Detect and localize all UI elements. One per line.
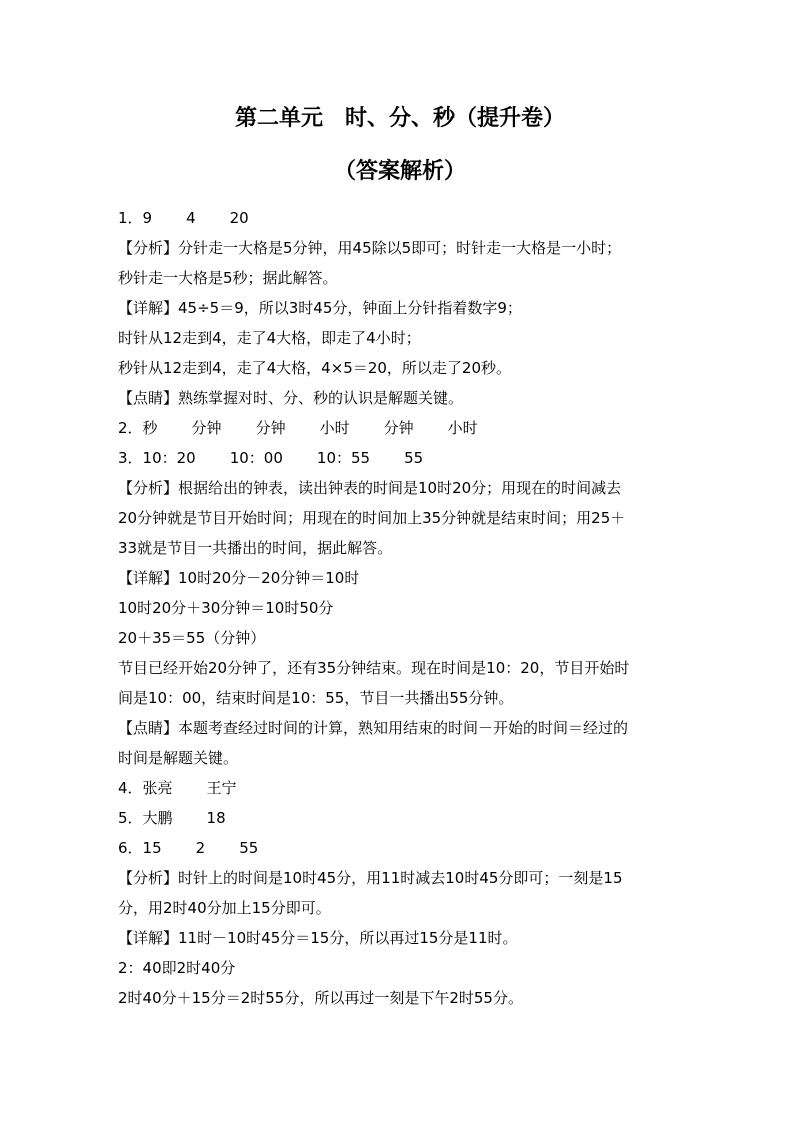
text-line — [118, 203, 688, 233]
text-line — [118, 803, 688, 833]
text-line — [118, 413, 688, 443]
text-line — [118, 293, 688, 323]
text-line — [118, 353, 688, 383]
line-text: 【详解】45÷5＝9，所以3时45分，钟面上分针指着数字9； — [118, 299, 522, 317]
text-line — [118, 233, 688, 263]
answer-item: 20 — [229, 209, 249, 227]
line-text: 33就是节目一共播出的时间，据此解答。 — [118, 539, 393, 557]
text-line — [118, 503, 688, 533]
text-line — [118, 743, 688, 773]
text-line — [118, 563, 688, 593]
text-line — [118, 533, 688, 563]
answer-item: 10：00 — [229, 449, 283, 467]
text-line — [118, 983, 688, 1013]
text-line — [118, 683, 688, 713]
answer-item: 55 — [239, 839, 259, 857]
answer-body — [118, 203, 688, 1013]
line-text: 时间是解题关键。 — [118, 749, 239, 767]
answer-item: 2 — [195, 839, 206, 857]
text-line — [118, 623, 688, 653]
text-line — [118, 383, 688, 413]
answer-item: 10：55 — [316, 449, 371, 467]
line-text: 【详解】10时20分－20分钟＝10时 — [118, 569, 360, 587]
page-title: 第二单元 时、分、秒（提升卷） — [234, 106, 565, 131]
text-line — [118, 323, 688, 353]
line-text: 分，用2时40分加上15分即可。 — [118, 899, 331, 917]
line-text: 时针从12走到4，走了4大格，即走了4小时； — [118, 329, 421, 347]
text-line — [118, 263, 688, 293]
line-text: 节目已经开始20分钟了，还有35分钟结束。现在时间是10：20，节目开始时 — [118, 659, 630, 677]
page-subtitle: （答案解析） — [333, 159, 466, 184]
answer-item: 小时 — [447, 419, 478, 437]
text-line — [118, 833, 688, 863]
text-line — [118, 713, 688, 743]
line-text: 秒针走一大格是5秒；据此解答。 — [118, 269, 338, 287]
answer-item: 小时 — [319, 419, 350, 437]
text-line — [118, 443, 688, 473]
answer-item: 5．大鹏 — [118, 809, 173, 827]
text-line — [118, 893, 688, 923]
answer-item: 4．张亮 — [118, 779, 173, 797]
text-line — [118, 653, 688, 683]
text-line — [118, 863, 688, 893]
line-text: 10时20分＋30分钟＝10时50分 — [118, 599, 334, 617]
text-line — [118, 773, 688, 803]
answer-item: 1．9 — [118, 209, 153, 227]
line-text: 【点睛】熟练掌握对时、分、秒的认识是解题关键。 — [118, 389, 464, 407]
answer-item: 55 — [404, 449, 424, 467]
answer-item: 分钟 — [191, 419, 222, 437]
line-text: 【分析】分针走一大格是5分钟，用45除以5即可；时针走一大格是一小时； — [118, 239, 622, 257]
line-text: 间是10：00，结束时间是10：55，节目一共播出55分钟。 — [118, 689, 514, 707]
answer-item: 3．10：20 — [118, 449, 196, 467]
answer-item: 分钟 — [383, 419, 414, 437]
line-text: 【详解】11时－10时45分＝15分，所以再过15分是11时。 — [118, 929, 518, 947]
answer-item: 4 — [186, 209, 196, 227]
line-text: 2时40分＋15分＝2时55分，所以再过一刻是下午2时55分。 — [118, 989, 523, 1007]
line-text: 【分析】时针上的时间是10时45分，用11时减去10时45分即可；一刻是15 — [118, 869, 623, 887]
answer-item: 6．15 — [118, 839, 162, 857]
answer-item: 分钟 — [255, 419, 286, 437]
text-line — [118, 923, 688, 953]
answer-item: 王宁 — [206, 779, 237, 797]
line-text: 【点睛】本题考查经过时间的计算，熟知用结束的时间－开始的时间＝经过的 — [118, 719, 629, 737]
line-text: 20分钟就是节目开始时间；用现在的时间加上35分钟就是结束时间；用25＋ — [118, 509, 626, 527]
answer-item: 2．秒 — [118, 419, 158, 437]
text-line — [118, 953, 688, 983]
text-line — [118, 593, 688, 623]
line-text: 2：40即2时40分 — [118, 959, 236, 977]
answer-item: 18 — [206, 809, 226, 827]
line-text: 秒针从12走到4，走了4大格，4×5＝20，所以走了20秒。 — [118, 359, 512, 377]
line-text: 【分析】根据给出的钟表，读出钟表的时间是10时20分；用现在的时间减去 — [118, 479, 622, 497]
line-text: 20＋35＝55（分钟） — [118, 629, 266, 647]
text-line — [118, 473, 688, 503]
